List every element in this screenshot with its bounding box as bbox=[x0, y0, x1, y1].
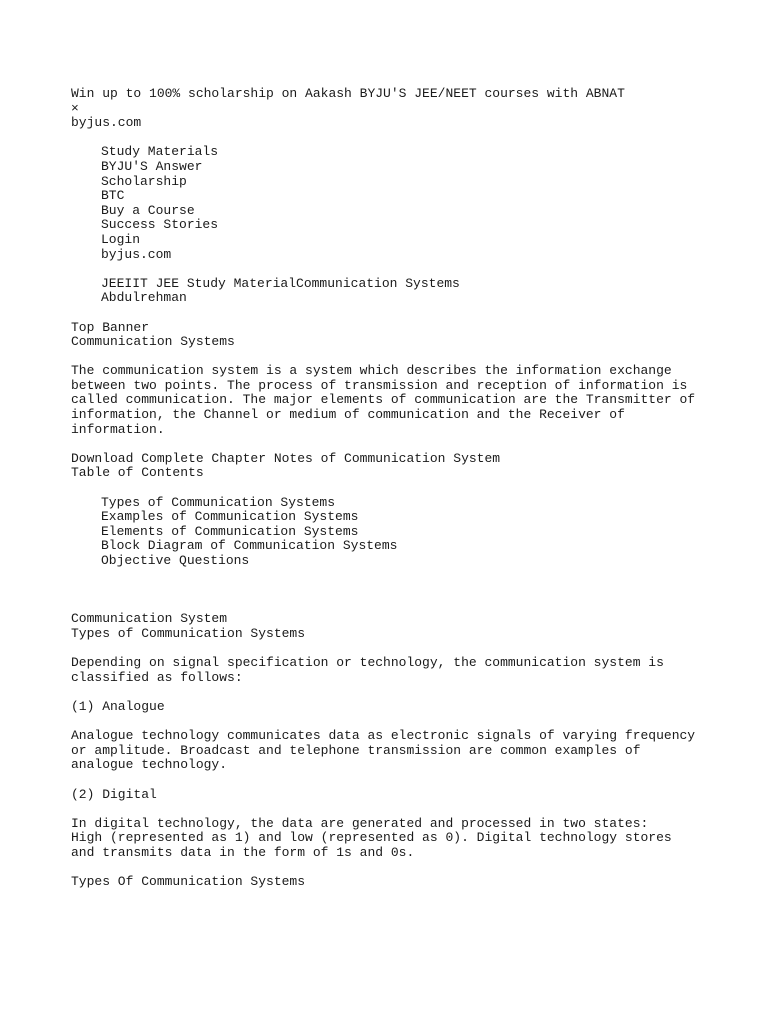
nav-item-success-stories[interactable]: Success Stories bbox=[101, 217, 219, 233]
nav-item-buy-a-course[interactable]: Buy a Course bbox=[101, 202, 195, 218]
nav-menu bbox=[71, 145, 711, 262]
page-title: Communication Systems bbox=[71, 334, 235, 350]
section-lead: Depending on signal specification or technology, the communication system is classified as follows: bbox=[71, 655, 664, 685]
close-icon[interactable]: × bbox=[71, 100, 79, 116]
nav-item-scholarship[interactable]: Scholarship bbox=[101, 173, 187, 189]
breadcrumb bbox=[71, 277, 711, 306]
types-subheading: Types Of Communication Systems bbox=[71, 874, 306, 890]
analogue-paragraph: Analogue technology communicates data as electronic signals of varying frequency or amplitude. Broadcast and telephone transmission are common examples of analogue technology. bbox=[71, 728, 696, 773]
page-content bbox=[71, 87, 711, 890]
image-alt-text: Communication System bbox=[71, 611, 228, 627]
digital-heading: (2) Digital bbox=[71, 786, 157, 802]
nav-item-byjus-answer[interactable]: BYJU'S Answer bbox=[101, 158, 203, 174]
toc-item[interactable]: Objective Questions bbox=[101, 553, 250, 568]
nav-item-byjus-com[interactable]: byjus.com bbox=[101, 246, 172, 262]
analogue-heading: (1) Analogue bbox=[71, 698, 165, 714]
toc-item[interactable]: Block Diagram of Communication Systems bbox=[101, 538, 398, 554]
breadcrumb-path[interactable]: JEEIIT JEE Study MaterialCommunication Systems bbox=[101, 275, 460, 291]
digital-paragraph: In digital technology, the data are generated and processed in two states: High (represented as 1) and low (represented as 0). Digital technology stores and transmits data in the form of 1s and 0s. bbox=[71, 815, 672, 860]
table-of-contents bbox=[71, 496, 711, 569]
toc-item[interactable]: Types of Communication Systems bbox=[101, 494, 336, 510]
section-heading: Types of Communication Systems bbox=[71, 625, 306, 641]
toc-item[interactable]: Examples of Communication Systems bbox=[101, 509, 359, 525]
toc-item[interactable]: Elements of Communication Systems bbox=[101, 523, 359, 539]
download-notes-link[interactable]: Download Complete Chapter Notes of Communication System bbox=[71, 450, 501, 466]
site-logo-link[interactable]: byjus.com bbox=[71, 115, 142, 131]
top-banner-label: Top Banner bbox=[71, 319, 150, 335]
toc-heading: Table of Contents bbox=[71, 465, 204, 481]
author-name: Abdulrehman bbox=[101, 290, 187, 306]
intro-paragraph: The communication system is a system which describes the information exchange between two points. The process of transmission and reception of information is called communication. The major elements of communication are the Transmitter of information, the Channel or medium of communication and the Receiver of information. bbox=[71, 363, 696, 437]
nav-item-study-materials[interactable]: Study Materials bbox=[101, 144, 219, 160]
nav-item-btc[interactable]: BTC bbox=[101, 188, 125, 204]
nav-item-login[interactable]: Login bbox=[101, 231, 141, 247]
promo-banner-link[interactable]: Win up to 100% scholarship on Aakash BYJU'S JEE/NEET courses with ABNAT bbox=[71, 86, 625, 101]
